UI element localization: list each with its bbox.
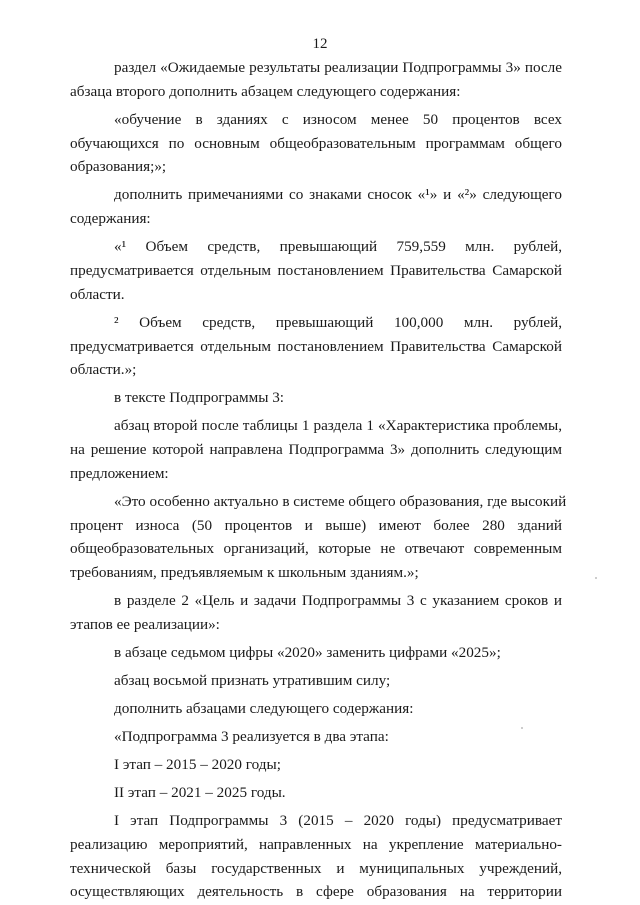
text-line: «Подпрограмма 3 реализуется в два этапа: (114, 727, 389, 745)
text-line: осуществляющих деятельность в сфере образования на территории (70, 883, 562, 901)
text-line: «Это особенно актуально в системе общего образования, где высокий (114, 492, 567, 510)
text-line: абзац восьмой признать утратившим силу; (114, 672, 391, 689)
text-line: «обучение в зданиях с износом менее 50 процентов всех (114, 110, 562, 128)
page-number: 12 (312, 36, 328, 52)
text-line: предусматривается отдельным постановлением Правительства Самарской (70, 261, 562, 279)
text-line: процент износа (50 процентов и выше) имеют более 280 зданий (70, 516, 562, 534)
text-line: раздел «Ожидаемые результаты реализации Подпрограммы 3» после (114, 59, 562, 76)
document-body (70, 56, 567, 904)
text-line: в абзаце седьмом цифры «2020» заменить цифрами «2025»; (114, 644, 501, 662)
text-line: области. (70, 285, 125, 303)
text-line: «¹ Объем средств, превышающий 759,559 млн. рублей, (114, 238, 562, 256)
text-line: образования;»; (70, 158, 167, 176)
text-line: требованиям, предъявляемым к школьным зданиям.»; (70, 564, 419, 582)
text-line: I этап – 2015 – 2020 годы; (114, 755, 281, 773)
text-line: реализацию мероприятий, направленных на укрепление материально- (70, 835, 562, 853)
text-line: ² Объем средств, превышающий 100,000 млн. рублей, (114, 313, 562, 331)
text-line: в тексте Подпрограммы 3: (114, 389, 285, 407)
text-line: технической базы государственных и муниципальных учреждений, (70, 859, 562, 877)
text-line: абзаца второго дополнить абзацем следующего содержания: (70, 82, 461, 100)
text-line: II этап – 2021 – 2025 годы. (114, 783, 286, 801)
text-line: обучающихся по основным общеобразовательным программам общего (70, 134, 562, 152)
text-line: содержания: (70, 210, 151, 228)
text-line: I этап Подпрограммы 3 (2015 – 2020 годы) предусматривает (114, 811, 562, 829)
text-line: на решение которой направлена Подпрограмма 3» дополнить следующим (70, 441, 562, 459)
text-line: абзац второй после таблицы 1 раздела 1 «Характеристика проблемы, (114, 417, 562, 435)
scan-speck (595, 577, 597, 579)
text-line: этапов ее реализации»: (70, 616, 220, 634)
text-line: дополнить абзацами следующего содержания: (114, 699, 414, 717)
text-line: в разделе 2 «Цель и задачи Подпрограммы 3 с указанием сроков и (114, 592, 562, 610)
text-line: области.»; (70, 361, 137, 379)
text-line: предложением: (70, 464, 169, 482)
text-line: общеобразовательных организаций, которые не отвечают современным (70, 540, 562, 558)
text-line: дополнить примечаниями со знаками сносок «¹» и «²» следующего (114, 186, 562, 204)
text-line: предусматривается отдельным постановлением Правительства Самарской (70, 337, 562, 355)
scan-speck (521, 727, 523, 729)
